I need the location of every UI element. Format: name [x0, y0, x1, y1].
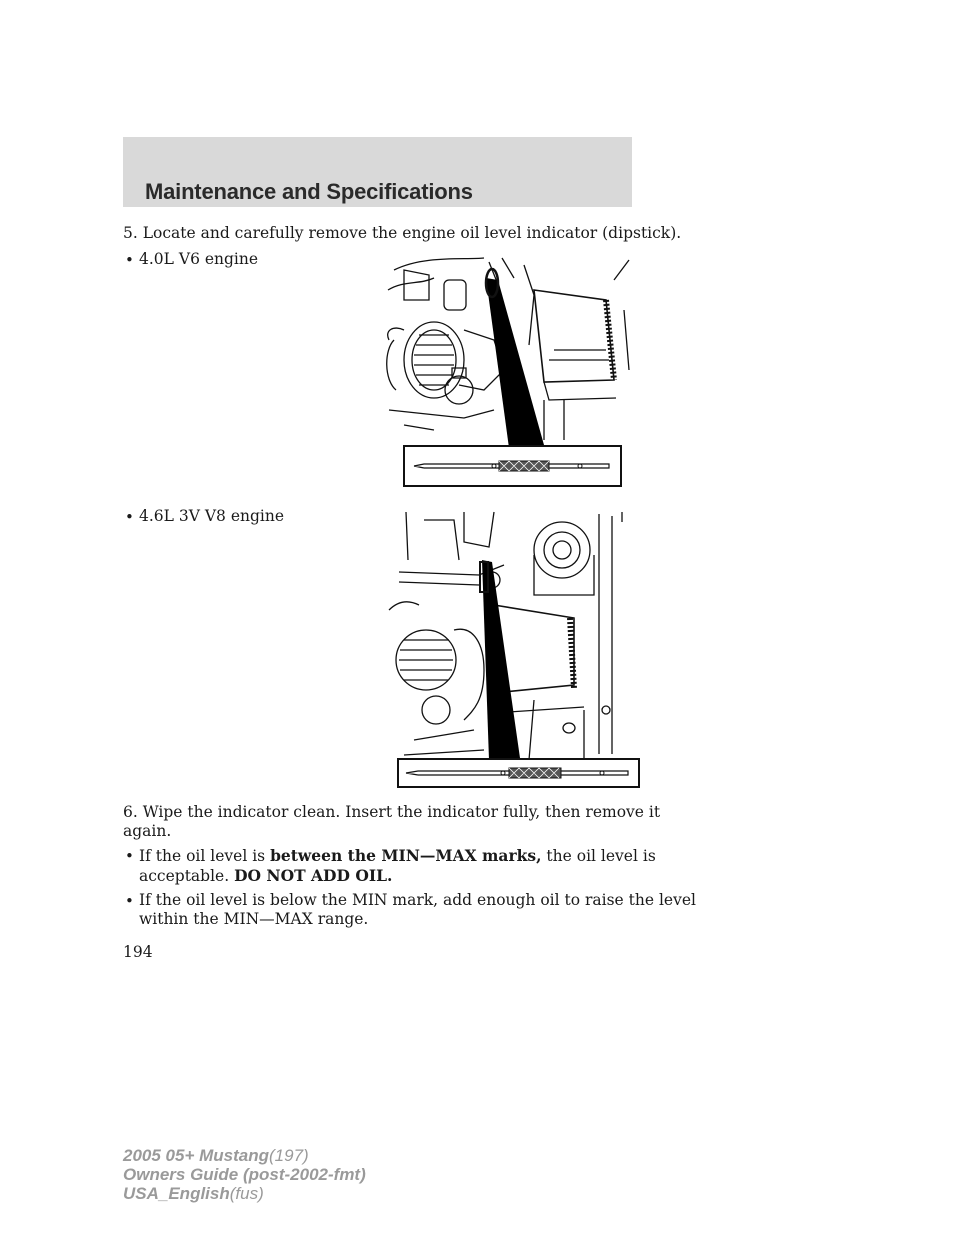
bullet-1-line-2: acceptable. DO NOT ADD OIL.	[139, 866, 393, 885]
page-number: 194	[123, 943, 153, 961]
bullet-dot: •	[125, 892, 134, 910]
engine-label-v6: 4.0L V6 engine	[139, 250, 259, 268]
bullet-2-line-2: within the MIN—MAX range.	[139, 910, 369, 928]
step-5-text: 5. Locate and carefully remove the engine oil level indicator (dipstick).	[123, 224, 682, 242]
section-header	[123, 137, 632, 207]
bullet-2-line-1: If the oil level is below the MIN mark, add enough oil to raise the level	[139, 891, 696, 909]
bullet-1-line-1: If the oil level is between the MIN—MAX marks, the oil level is	[139, 846, 656, 865]
step-6-line-2: again.	[123, 822, 172, 840]
footer-doc-info: 2005 05+ Mustang(197) Owners Guide (post-2002-fmt) USA_English(fus)	[123, 1146, 366, 1203]
bullet-dot: •	[125, 251, 134, 269]
v6-engine-illustration	[384, 250, 634, 490]
section-title: Maintenance and Specifications	[145, 179, 473, 204]
engine-label-v8: 4.6L 3V V8 engine	[139, 507, 285, 525]
bullet-dot: •	[125, 847, 134, 865]
bullet-dot: •	[125, 508, 134, 526]
v8-engine-illustration	[384, 510, 640, 790]
step-6-line-1: 6. Wipe the indicator clean. Insert the indicator fully, then remove it	[123, 803, 661, 821]
